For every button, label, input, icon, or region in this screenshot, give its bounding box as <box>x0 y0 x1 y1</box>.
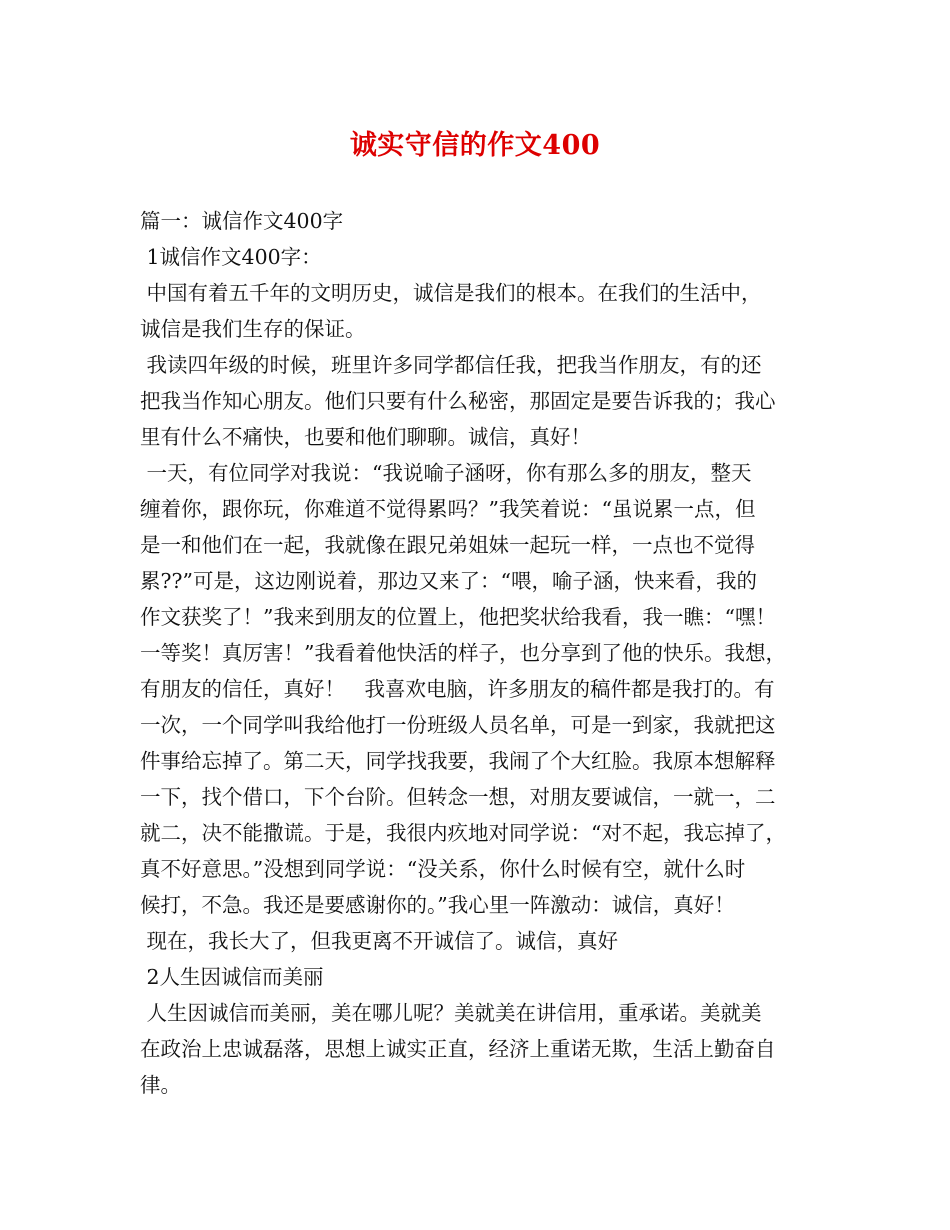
body-line: 1诚信作文400字： <box>140 245 322 269</box>
body-line: 一天，有位同学对我说：“我说喻子涵呀，你有那么多的朋友，整天 <box>140 461 752 485</box>
body-line: 真不好意思。”没想到同学说：“没关系，你什么时候有空，就什么时 <box>140 857 746 881</box>
document-body <box>140 203 830 1103</box>
body-line: 一等奖！真厉害！”我看着他快活的样子，也分享到了他的快乐。我想， <box>140 641 786 665</box>
body-line: 我读四年级的时候，班里许多同学都信任我，把我当作朋友，有的还 <box>140 353 762 377</box>
body-line: 一下，找个借口，下个台阶。但转念一想，对朋友要诚信，一就一，二 <box>140 785 776 809</box>
body-line: 有朋友的信任，真好！ 我喜欢电脑，许多朋友的稿件都是我打的。有 <box>140 677 775 701</box>
body-line: 一次，一个同学叫我给他打一份班级人员名单，可是一到家，我就把这 <box>140 713 776 737</box>
body-line: 在政治上忠诚磊落，思想上诚实正直，经济上重诺无欺，生活上勤奋自 <box>140 1037 776 1061</box>
body-line: 把我当作知心朋友。他们只要有什么秘密，那固定是要告诉我的；我心 <box>140 389 776 413</box>
body-line: 篇一：诚信作文400字 <box>140 209 344 233</box>
body-line: 现在，我长大了，但我更离不开诚信了。诚信，真好 <box>140 929 619 953</box>
body-line: 2人生因诚信而美丽 <box>140 965 324 989</box>
body-line: 律。 <box>140 1073 181 1097</box>
body-line: 累??”可是，这边刚说着，那边又来了：“喂，喻子涵，快来看，我的 <box>140 569 757 593</box>
document-title: 诚实守信的作文400 <box>349 130 601 161</box>
body-line: 就二，决不能撒谎。于是，我很内疚地对同学说：“对不起，我忘掉了， <box>140 821 786 845</box>
body-line: 中国有着五千年的文明历史，诚信是我们的根本。在我们的生活中， <box>140 281 762 305</box>
body-line: 诚信是我们生存的保证。 <box>140 317 366 341</box>
body-line: 人生因诚信而美丽，美在哪儿呢？美就美在讲信用，重承诺。美就美 <box>140 1001 762 1025</box>
body-line: 候打，不急。我还是要感谢你的。”我心里一阵激动：诚信，真好！ <box>140 893 735 917</box>
body-line: 件事给忘掉了。第二天，同学找我要，我闹了个大红脸。我原本想解释 <box>140 749 776 773</box>
body-line: 作文获奖了！”我来到朋友的位置上，他把奖状给我看，我一瞧：“嘿！ <box>140 605 776 629</box>
body-line: 里有什么不痛快，也要和他们聊聊。诚信，真好！ <box>140 425 591 449</box>
body-line: 缠着你，跟你玩，你难道不觉得累吗？”我笑着说：“虽说累一点，但 <box>140 497 756 521</box>
body-line: 是一和他们在一起，我就像在跟兄弟姐妹一起玩一样，一点也不觉得 <box>140 533 755 557</box>
